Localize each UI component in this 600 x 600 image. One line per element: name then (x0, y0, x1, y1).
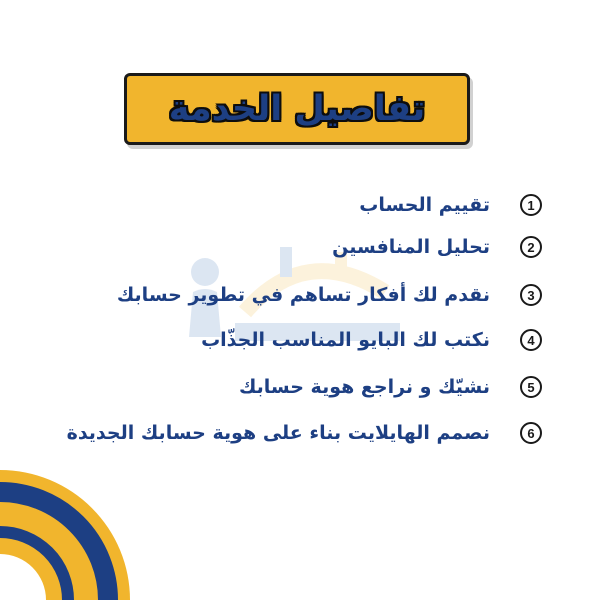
number-badge: 5 (520, 376, 542, 398)
number-badge: 6 (520, 422, 542, 444)
list-item-label: نكتب لك البايو المناسب الجذّاب (201, 329, 490, 351)
list-item-label: تحليل المنافسين (332, 236, 490, 258)
page-title: تفاصيل الخدمة (168, 89, 426, 129)
list-item (239, 372, 542, 402)
number-badge: 4 (520, 329, 542, 351)
number-badge: 2 (520, 236, 542, 258)
corner-decoration (0, 470, 140, 600)
list-item (332, 232, 542, 262)
number-badge: 1 (520, 194, 542, 216)
list-item (67, 418, 542, 448)
number-badge: 3 (520, 284, 542, 306)
list-item-label: تقييم الحساب (359, 194, 490, 216)
list-item-label: نقدم لك أفكار تساهم في تطوير حسابك (116, 284, 490, 306)
list-item (117, 280, 542, 310)
list-item (359, 190, 542, 220)
list-item-label: نشيّك و نراجع هوية حسابك (238, 376, 490, 398)
list-item-label: نصمم الهايلايت بناء على هوية حسابك الجديدة (66, 422, 490, 444)
list-item (201, 325, 542, 355)
